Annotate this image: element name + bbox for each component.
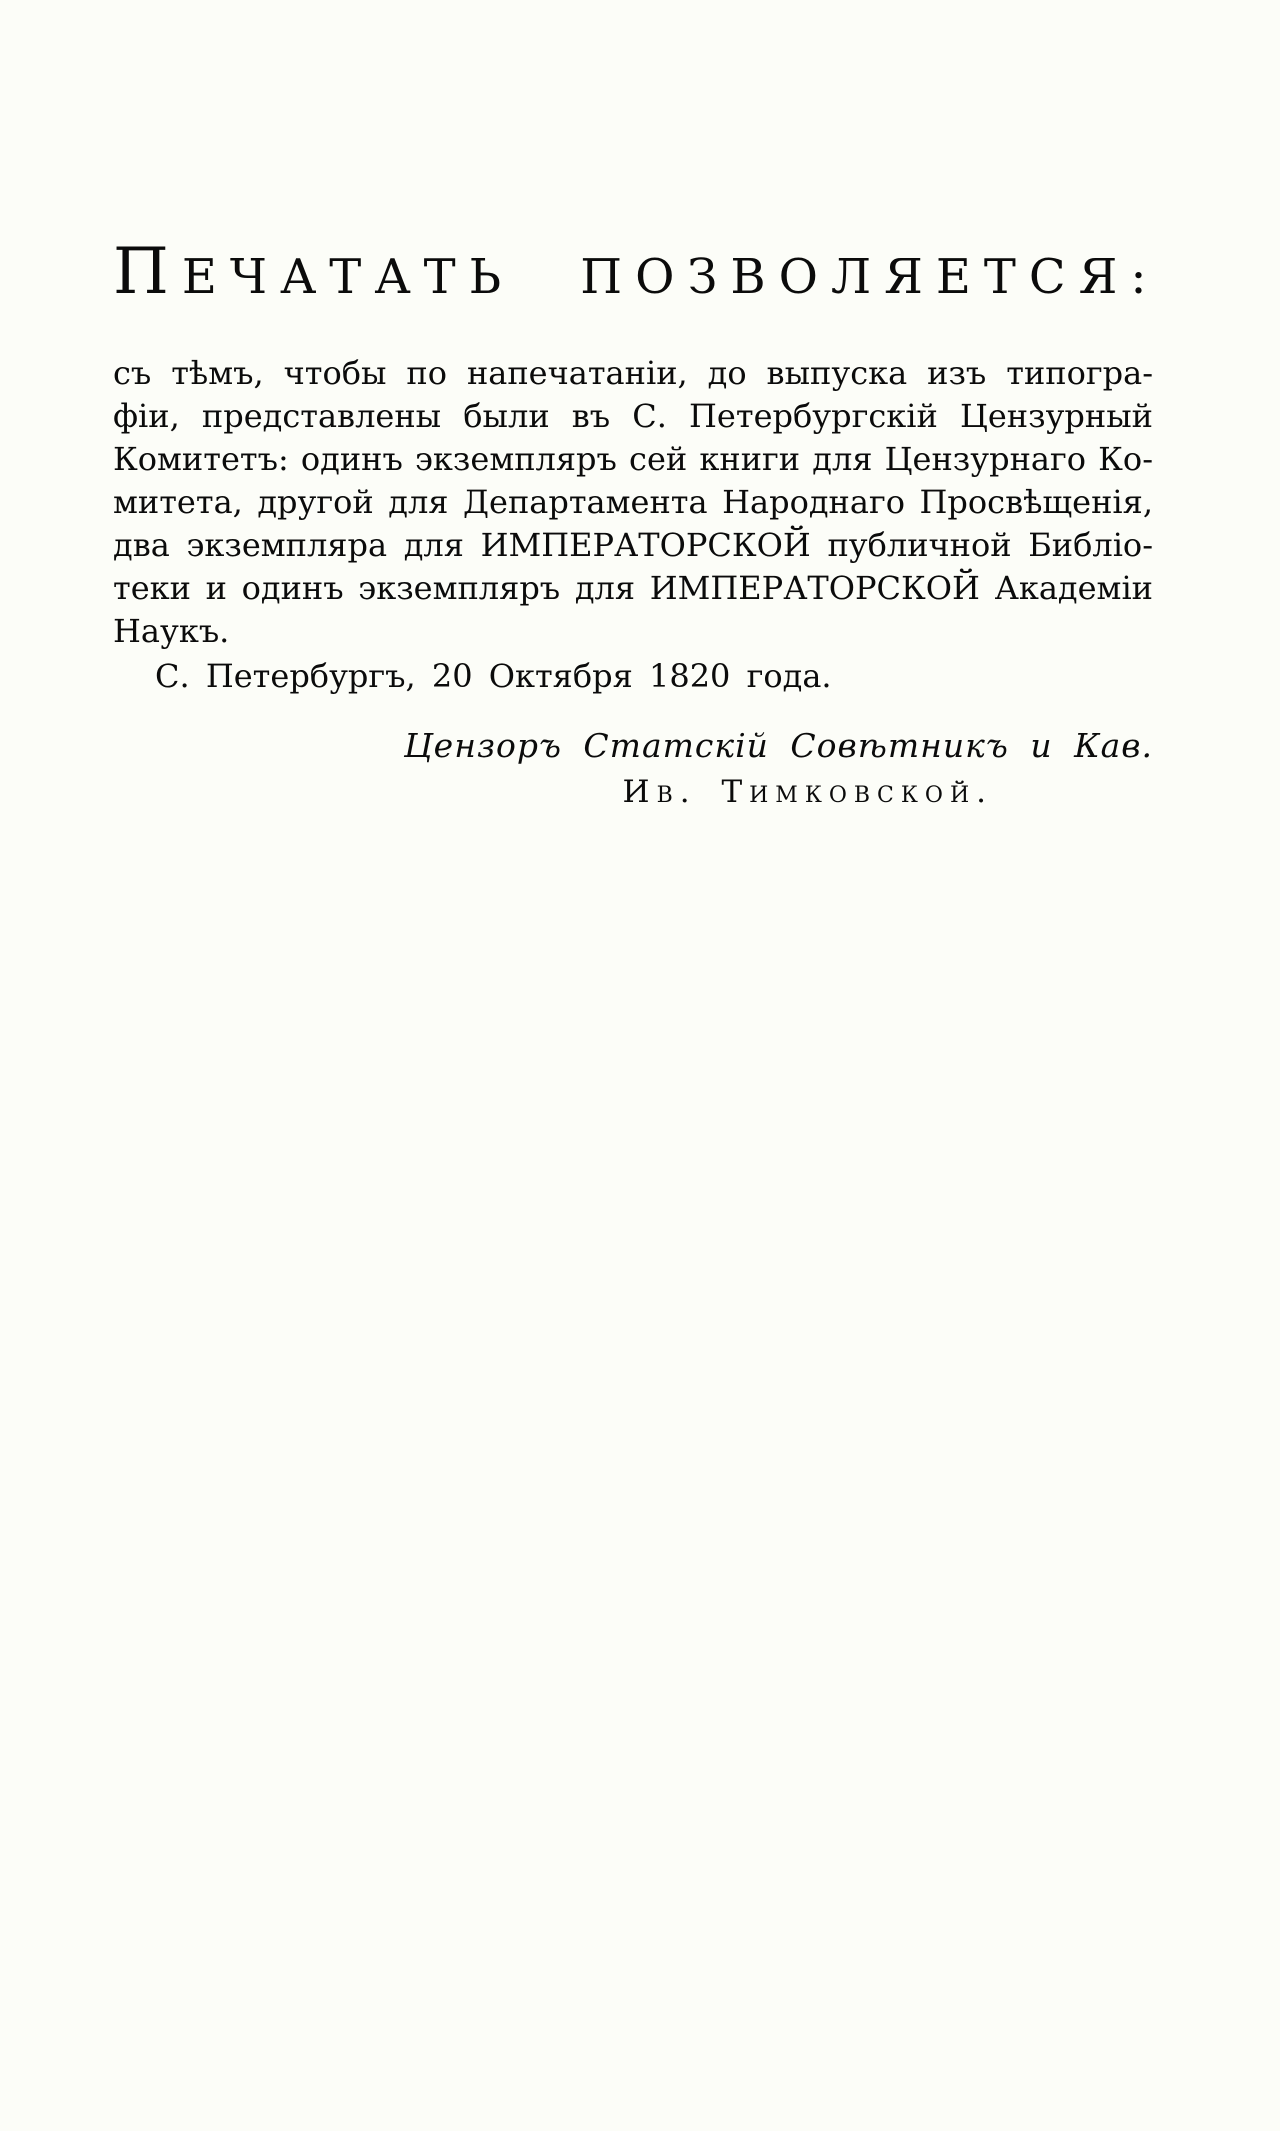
paragraph-line: фіи, представлены были въ С. Петербургскій Цензурный — [113, 397, 1153, 435]
censorship-notice-paragraph — [113, 352, 1153, 698]
censor-name-line: Ив. Тимковской. — [622, 774, 993, 810]
paragraph-line: теки и одинъ экземпляръ для ИМПЕРАТОРСКОЙ Академіи — [113, 569, 1153, 607]
page-title: ПЕЧАТАТЬ ПОЗВОЛЯЕТСЯ: — [113, 235, 1160, 309]
place-and-date-line: С. Петербургъ, 20 Октября 1820 года. — [155, 657, 832, 695]
paragraph-line: съ тѣмъ, чтобы по напечатаніи, до выпуска изъ типогра- — [113, 354, 1153, 392]
paragraph-line: Комитетъ: одинъ экземпляръ сей книги для Цензурнаго Ко- — [113, 440, 1153, 478]
paragraph-line: два экземпляра для ИМПЕРАТОРСКОЙ публичной Библіо- — [113, 526, 1153, 564]
paragraph-line: Наукъ. — [113, 612, 230, 650]
censor-signature — [113, 722, 1153, 816]
censor-title-line: Цензоръ Статскій Совѣтникъ и Кав. — [403, 726, 1153, 765]
paragraph-line: митета, другой для Департамента Народнаго Просвѣщенія, — [113, 483, 1153, 521]
